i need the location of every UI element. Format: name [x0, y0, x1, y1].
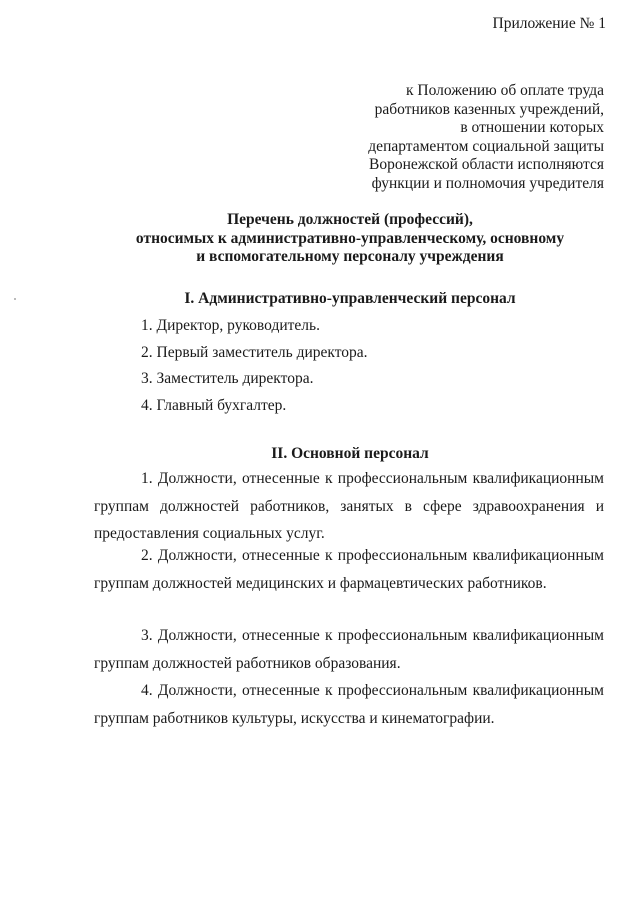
- appendix-reference-line: в отношении которых: [460, 119, 604, 137]
- list-item: 3. Заместитель директора.: [141, 370, 314, 387]
- appendix-reference-line: работников казенных учреждений,: [374, 100, 604, 118]
- document-title-line: и вспомогательному персоналу учреждения: [196, 248, 504, 266]
- paragraph-item: 2. Должности, отнесенные к профессиональным квалификационным группам должностей медицинских и фармацевтических работников.: [94, 547, 604, 592]
- paragraph-item: 3. Должности, отнесенные к профессиональным квалификационным группам должностей работников образования.: [94, 627, 604, 672]
- appendix-reference-line: департаментом социальной защиты: [368, 137, 604, 155]
- list-item: 4. Главный бухгалтер.: [141, 397, 287, 414]
- paragraph-item: 4. Должности, отнесенные к профессиональным квалификационным группам работников культуры, искусства и кинематографии.: [94, 682, 604, 727]
- appendix-reference-line: Воронежской области исполняются: [369, 156, 604, 174]
- document-title-line: Перечень должностей (профессий),: [227, 211, 473, 228]
- list-item: 2. Первый заместитель директора.: [141, 344, 368, 361]
- section-title-administrative: I. Административно-управленческий персонал: [184, 290, 516, 307]
- appendix-reference-line: функции и полномочия учредителя: [371, 174, 604, 192]
- document-title: [0, 211, 640, 267]
- paragraph-item: 1. Должности, отнесенные к профессиональным квалификационным группам должностей работников, занятых в сфере здравоохранения и предоставления социальных услуг.: [94, 470, 604, 542]
- appendix-reference: [368, 82, 604, 194]
- document-title-line: относимых к административно-управленческому, основному: [135, 229, 565, 247]
- appendix-title: Приложение № 1: [492, 15, 606, 32]
- section-title-main: II. Основной персонал: [271, 445, 429, 462]
- appendix-reference-line: к Положению об оплате труда: [405, 82, 604, 99]
- list-item: 1. Директор, руководитель.: [141, 317, 320, 334]
